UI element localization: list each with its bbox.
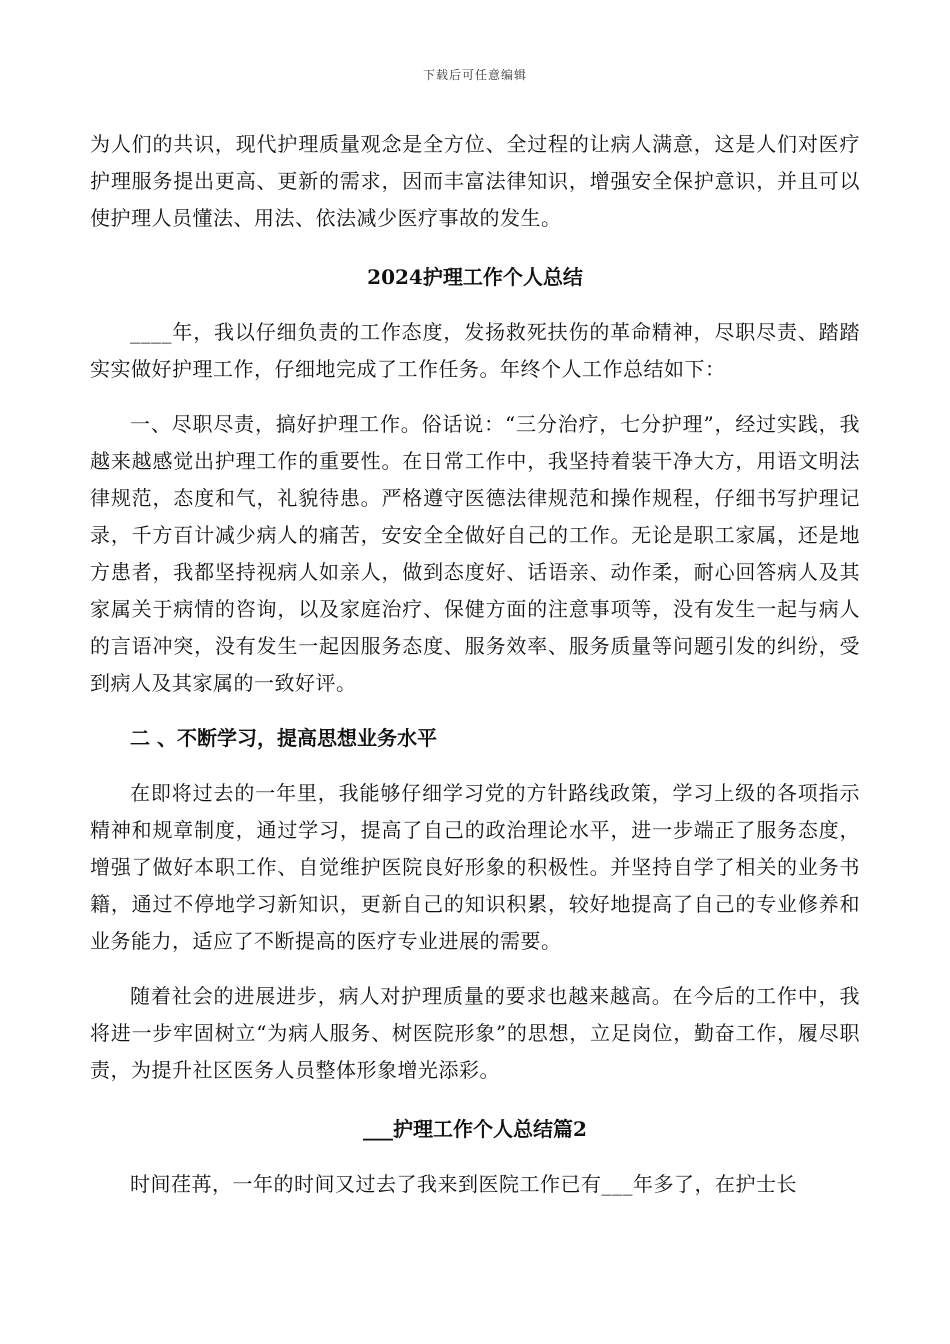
intro-paragraph: 为人们的共识，现代护理质量观念是全方位、全过程的让病人满意，这是人们对医疗护理服务提出更高、更新的需求，因而丰富法律知识，增强安全保护意识，并且可以使护理人员懂法、用法、依法减少医疗事故的发生。 — [90, 132, 860, 230]
section1-paragraph-4: 随着社会的进展进步，病人对护理质量的要求也越来越高。在今后的工作中，我将进一步牢固树立“为病人服务、树医院形象”的思想，立足岗位，勤奋工作，履尽职责，为提升社区医务人员整体形象增光添彩。 — [90, 984, 860, 1082]
section1-paragraph-2: 一、尽职尽责，搞好护理工作。俗话说：“三分治疗，七分护理”，经过实践，我越来越感觉出护理工作的重要性。在日常工作中，我坚持着装干净大方，用语文明法律规范，态度和气，礼貌待患。严格遵守医德法律规范和操作规程，仔细书写护理记录，千方百计减少病人的痛苦，安安全全做好自己的工作。无论是职工家属，还是地方患者，我都坚持视病人如亲人，做到态度好、话语亲、动作柔，耐心回答病人及其家属关于病情的咨询，以及家庭治疗、保健方面的注意事项等，没有发生一起与病人的言语冲突，没有发生一起因服务态度、服务效率、服务质量等问题引发的纠纷，受到病人及其家属的一致好评。 — [90, 412, 860, 695]
section1-title: 2024护理工作个人总结 — [367, 265, 583, 289]
section2-paragraph-1: 时间荏苒，一年的时间又过去了我来到医院工作已有___年多了，在护士长 — [130, 1172, 797, 1196]
section2-title: ___护理工作个人总结篇2 — [363, 1117, 587, 1141]
page-header: 下载后可任意编辑 — [422, 68, 527, 82]
document-body — [90, 126, 860, 1203]
section1-subheading: 二 、不断学习，提高思想业务水平 — [130, 726, 437, 750]
section1-paragraph-1: ____年，我以仔细负责的工作态度，发扬救死扶伤的革命精神，尽职尽责、踏踏实实做好护理工作，仔细地完成了工作任务。年终个人工作总结如下： — [90, 320, 860, 381]
section1-paragraph-3: 在即将过去的一年里，我能够仔细学习党的方针路线政策，学习上级的各项指示精神和规章制度，通过学习，提高了自己的政治理论水平，进一步端正了服务态度，增强了做好本职工作、自觉维护医院良好形象的积极性。并坚持自学了相关的业务书籍，通过不停地学习新知识，更新自己的知识积累，较好地提高了自己的专业修养和业务能力，适应了不断提高的医疗专业进展的需要。 — [90, 781, 860, 953]
